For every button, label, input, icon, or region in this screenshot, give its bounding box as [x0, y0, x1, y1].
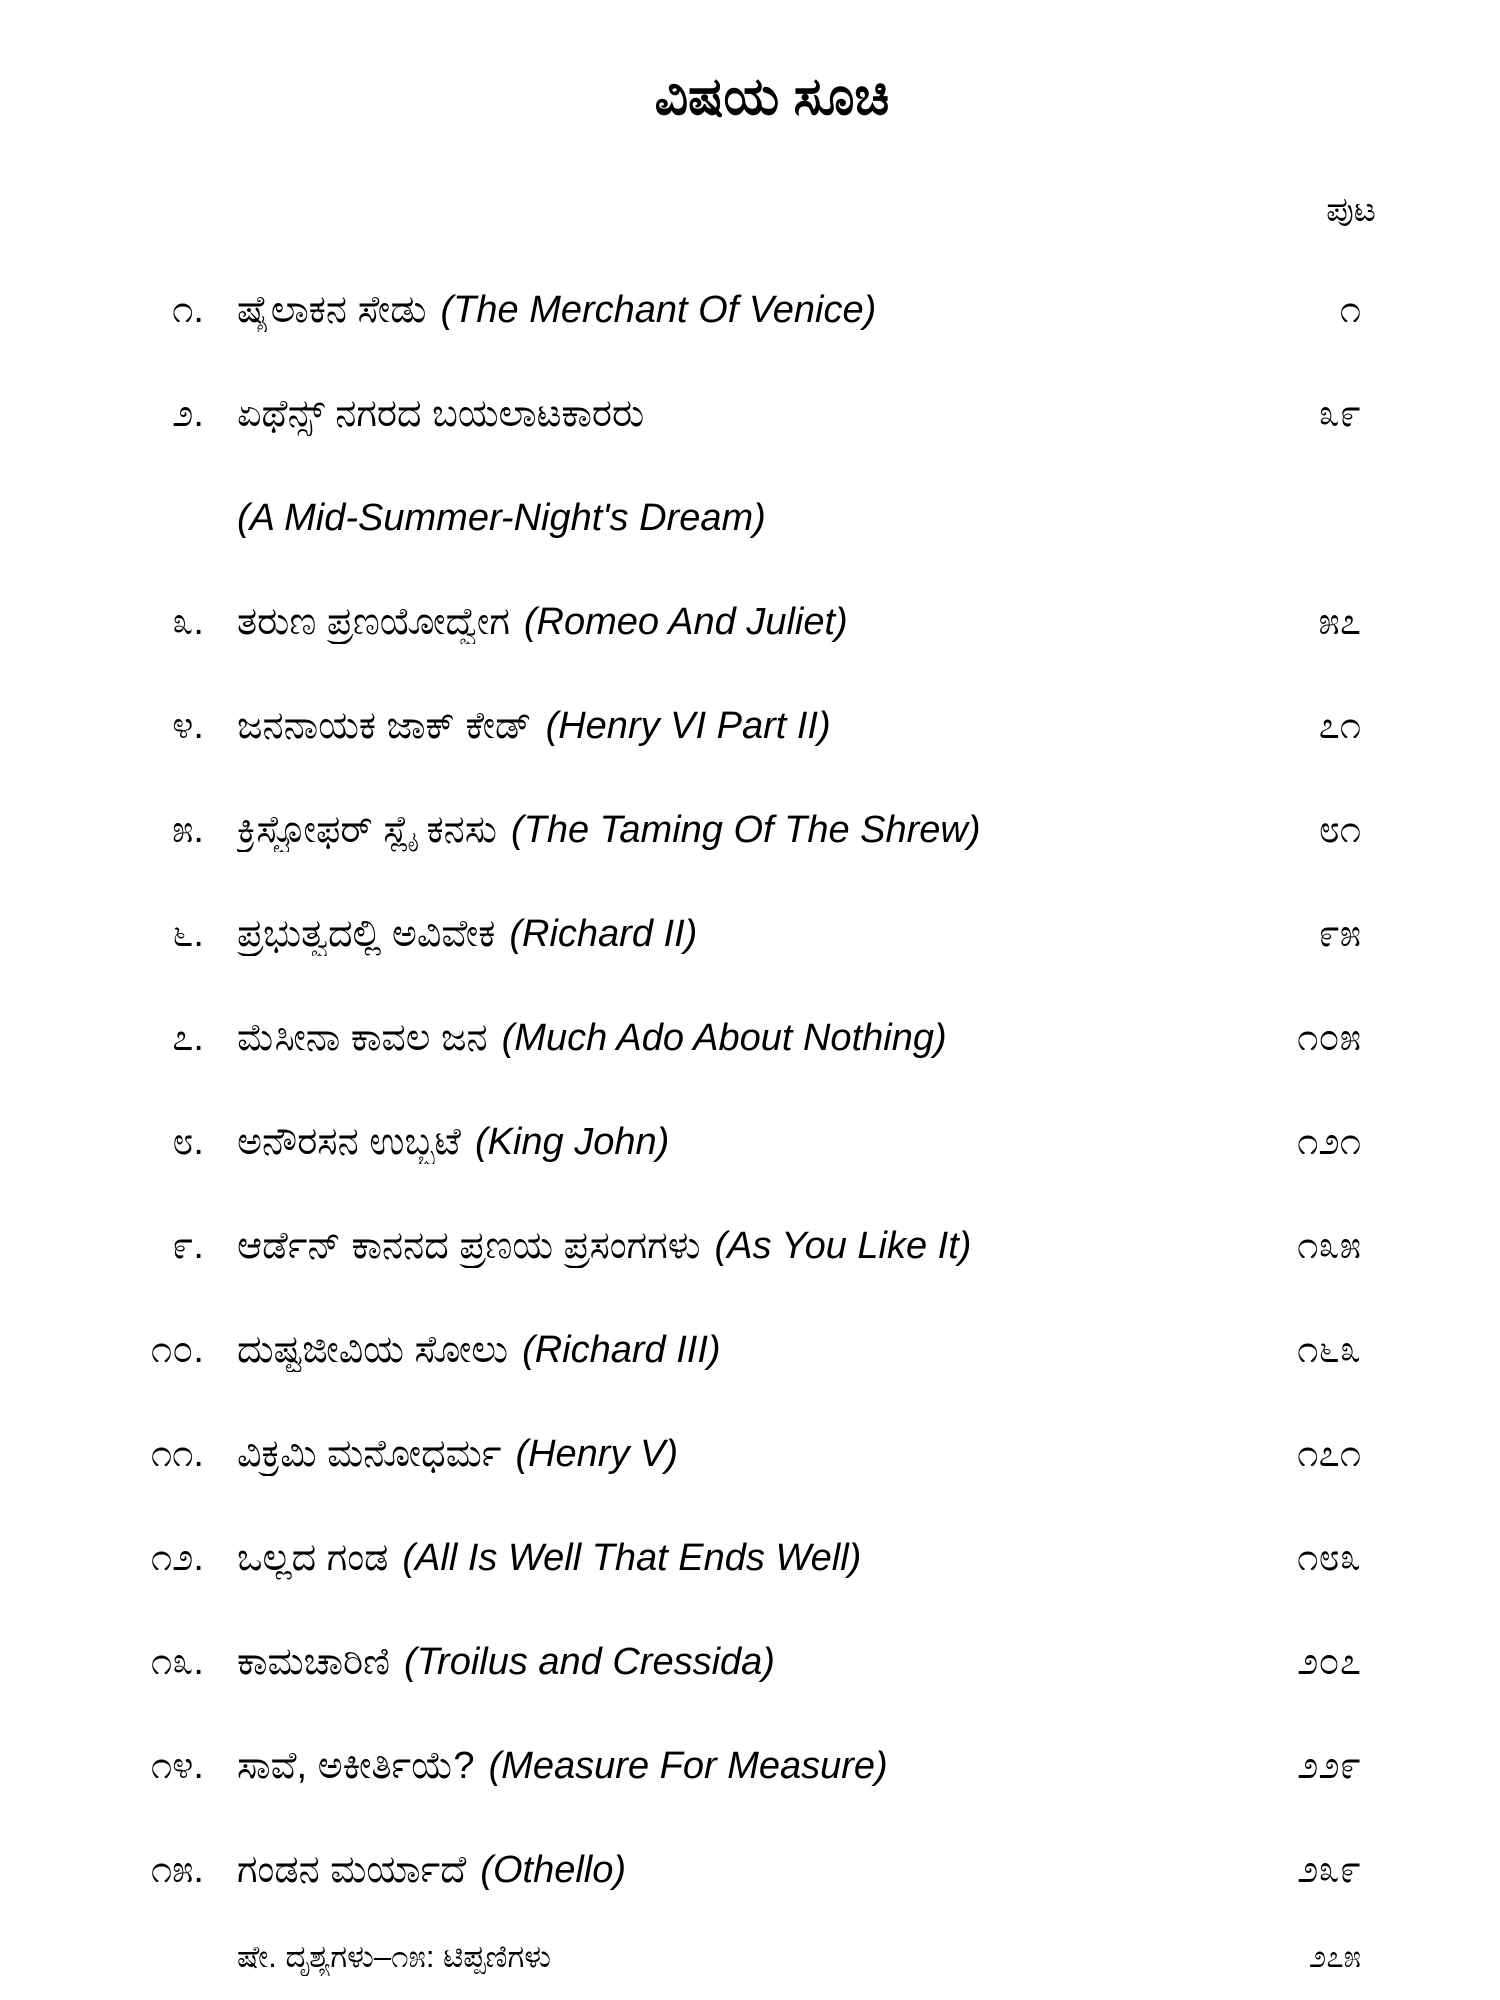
entry-page-number: ೮೧ — [1318, 808, 1361, 851]
entry-title-english: (Richard III) — [522, 1328, 721, 1371]
entry-page-number: ೨೦೭ — [1297, 1640, 1361, 1683]
entry-number: ೯. — [172, 1224, 204, 1267]
notes-entry — [0, 1922, 1500, 1992]
notes-entry-title: ಷೇ. ದೃಶ್ಯಗಳು–೧೫: ಟಿಪ್ಪಣಿಗಳು — [237, 1938, 551, 1974]
entry-title — [237, 1433, 1178, 1476]
entry-page-number: ೧೮೩ — [1297, 1536, 1361, 1579]
entry-title — [237, 1745, 1178, 1788]
notes-entry-page-number: ೨೭೫ — [1308, 1938, 1361, 1974]
entry-title-english: (Othello) — [480, 1848, 627, 1891]
toc-entry — [0, 986, 1500, 1090]
entry-number: ೫. — [172, 808, 204, 851]
entry-title-kannada: ಅನೌರಸನ ಉಬ್ಬಟೆ — [237, 1120, 461, 1163]
toc-entry — [0, 1402, 1500, 1506]
toc-entry-continuation — [0, 466, 1500, 570]
entry-title-kannada: ಒಲ್ಲದ ಗಂಡ — [237, 1536, 389, 1579]
entry-page-number: ೧೨೧ — [1297, 1120, 1361, 1163]
toc-entry — [0, 570, 1500, 674]
entry-title-english: (Richard II) — [509, 912, 698, 955]
entry-title-english: (Troilus and Cressida) — [404, 1640, 775, 1683]
entry-page-number: ೧೬೩ — [1297, 1328, 1361, 1371]
entry-title-kannada: ವಿಕ್ರಮಿ ಮನೋಧರ್ಮ — [237, 1432, 502, 1475]
entry-page-number: ೫೭ — [1318, 600, 1361, 643]
entry-title — [237, 1849, 1178, 1892]
entry-title-kannada: ಏಥೆನ್ಸ್ ನಗರದ ಬಯಲಾಟಕಾರರು — [237, 392, 645, 435]
entry-title-english: (Much Ado About Nothing) — [501, 1016, 947, 1059]
entry-title-kannada: ಷೈಲಾಕನ ಸೇಡು — [237, 288, 427, 331]
entry-number: ೭. — [172, 1016, 204, 1059]
entry-title — [237, 289, 1178, 332]
entry-number: ೧೩. — [150, 1640, 204, 1683]
entry-number: ೧೨. — [150, 1536, 204, 1579]
entry-title-english: (Henry V) — [515, 1432, 679, 1475]
entry-title-kannada: ಪ್ರಭುತ್ವದಲ್ಲಿ ಅವಿವೇಕ — [237, 912, 496, 955]
entry-number: ೨. — [172, 392, 204, 435]
entry-title — [237, 1225, 1178, 1268]
entry-page-number: ೧೭೧ — [1297, 1432, 1361, 1475]
entry-page-number: ೨೨೯ — [1297, 1744, 1361, 1787]
entry-title-english: (Romeo And Juliet) — [523, 600, 848, 643]
entry-title-kannada: ತರುಣ ಪ್ರಣಯೋದ್ವೇಗ — [237, 600, 510, 643]
entry-number: ೬. — [172, 912, 204, 955]
entry-number: ೮. — [172, 1120, 204, 1163]
entry-number: ೪. — [172, 704, 204, 747]
entry-title-english: (Henry VI Part II) — [545, 704, 831, 747]
entry-title — [237, 1329, 1178, 1372]
table-of-contents — [0, 258, 1500, 1922]
toc-entry — [0, 1714, 1500, 1818]
entry-title-kannada: ಮೆಸೀನಾ ಕಾವಲ ಜನ — [237, 1016, 488, 1059]
entry-title-english: (The Merchant Of Venice) — [440, 288, 877, 331]
toc-entry — [0, 1818, 1500, 1922]
toc-entry — [0, 258, 1500, 362]
entry-title — [237, 913, 1178, 956]
entry-title-kannada: ಕ್ರಿಸ್ಟೋಫರ್ ಸ್ಲೈ ಕನಸು — [237, 808, 497, 851]
entry-number: ೧೫. — [150, 1848, 204, 1891]
toc-entry — [0, 1506, 1500, 1610]
entry-title — [237, 1121, 1178, 1164]
entry-title — [237, 1641, 1178, 1684]
entry-title — [237, 1537, 1178, 1580]
entry-page-number: ೩೯ — [1318, 392, 1361, 435]
entry-title — [237, 809, 1178, 852]
entry-title — [237, 1017, 1178, 1060]
entry-title-english: (As You Like It) — [714, 1224, 972, 1267]
entry-title — [237, 601, 1178, 644]
entry-title-english: (A Mid-Summer-Night's Dream) — [237, 496, 766, 539]
entry-title-english: (The Taming Of The Shrew) — [510, 808, 981, 851]
entry-title-english: (All Is Well That Ends Well) — [402, 1536, 862, 1579]
entry-number: ೧೧. — [150, 1432, 204, 1475]
entry-title-kannada: ದುಷ್ಟಜೀವಿಯ ಸೋಲು — [237, 1328, 509, 1371]
entry-title-kannada: ಕಾಮಚಾರಿಣಿ — [237, 1640, 390, 1683]
entry-page-number: ೧೦೫ — [1297, 1016, 1361, 1059]
entry-title-english: (Measure For Measure) — [488, 1744, 888, 1787]
entry-number: ೧೪. — [150, 1744, 204, 1787]
toc-entry — [0, 882, 1500, 986]
entry-title-english: (King John) — [474, 1120, 670, 1163]
toc-entry — [0, 1090, 1500, 1194]
entry-number: ೧೦. — [150, 1328, 204, 1371]
entry-title-kannada: ಜನನಾಯಕ ಜಾಕ್ ಕೇಡ್ — [237, 704, 532, 747]
page-title: ವಿಷಯ ಸೂಚಿ — [654, 68, 890, 126]
entry-page-number: ೧೩೫ — [1297, 1224, 1361, 1267]
toc-entry — [0, 1610, 1500, 1714]
toc-entry — [0, 1298, 1500, 1402]
entry-page-number: ೧ — [1339, 288, 1361, 331]
page-column-header: ಪುಟ — [1326, 191, 1376, 229]
toc-entry — [0, 674, 1500, 778]
toc-entry — [0, 362, 1500, 466]
entry-title — [237, 497, 1178, 540]
toc-entry — [0, 1194, 1500, 1298]
entry-title-kannada: ಆರ್ಡೆನ್ ಕಾನನದ ಪ್ರಣಯ ಪ್ರಸಂಗಗಳು — [237, 1224, 701, 1267]
entry-title — [237, 705, 1178, 748]
entry-number: ೧. — [172, 288, 204, 331]
entry-number: ೩. — [172, 600, 204, 643]
entry-page-number: ೭೧ — [1318, 704, 1361, 747]
entry-title-kannada: ಗಂಡನ ಮರ್ಯಾದೆ — [237, 1848, 467, 1891]
entry-title — [237, 393, 1178, 436]
entry-page-number: ೨೩೯ — [1297, 1848, 1361, 1891]
entry-page-number: ೯೫ — [1318, 912, 1361, 955]
entry-title-kannada: ಸಾವೆ, ಅಕೀರ್ತಿಯೆ? — [237, 1744, 475, 1787]
toc-entry — [0, 778, 1500, 882]
